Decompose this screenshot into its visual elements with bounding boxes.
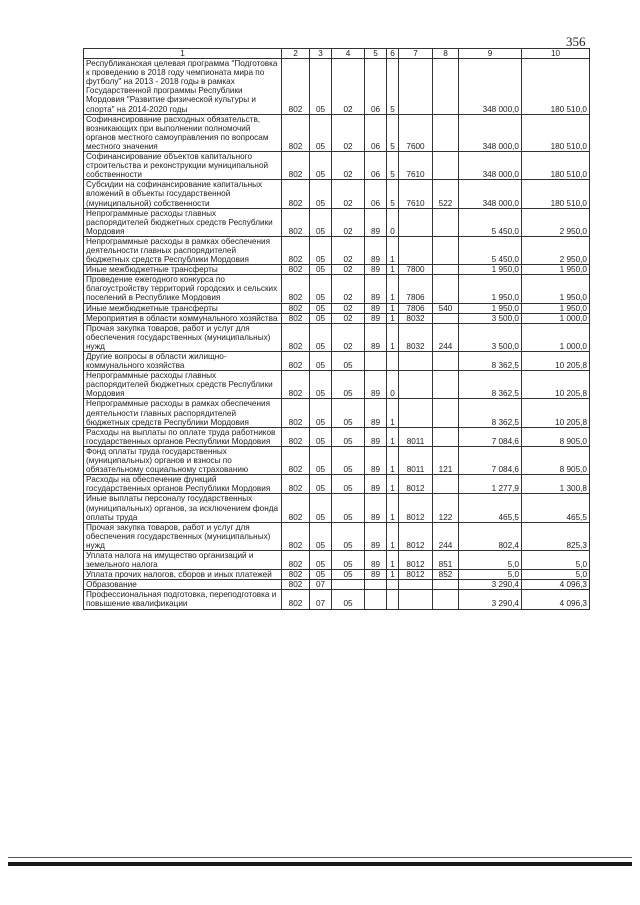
cell-col-7: 7806 bbox=[399, 303, 433, 313]
cell-col-10: 1 950,0 bbox=[522, 265, 590, 275]
cell-col-10: 1 000,0 bbox=[522, 313, 590, 323]
column-header-1: 1 bbox=[84, 49, 282, 59]
cell-col-10: 1 000,0 bbox=[522, 323, 590, 351]
expense-name-cell: Иные межбюджетные трансферты bbox=[84, 265, 282, 275]
cell-col-10: 4 096,3 bbox=[522, 580, 590, 590]
table-body bbox=[84, 59, 590, 609]
cell-col-8: 540 bbox=[433, 303, 459, 313]
cell-col-3: 05 bbox=[310, 570, 332, 580]
cell-col-3: 05 bbox=[310, 399, 332, 427]
cell-col-4: 02 bbox=[332, 59, 365, 115]
cell-col-3: 05 bbox=[310, 427, 332, 446]
cell-col-4 bbox=[332, 580, 365, 590]
cell-col-3: 05 bbox=[310, 550, 332, 569]
cell-col-7: 7800 bbox=[399, 265, 433, 275]
cell-col-7: 8012 bbox=[399, 475, 433, 494]
cell-col-4: 05 bbox=[332, 550, 365, 569]
cell-col-8 bbox=[433, 114, 459, 151]
cell-col-5: 89 bbox=[365, 313, 387, 323]
cell-col-6 bbox=[387, 590, 399, 609]
table-row bbox=[84, 265, 590, 275]
cell-col-8 bbox=[433, 371, 459, 399]
cell-col-4: 05 bbox=[332, 494, 365, 522]
cell-col-10: 180 510,0 bbox=[522, 114, 590, 151]
cell-col-9: 348 000,0 bbox=[459, 180, 522, 208]
table-row bbox=[84, 323, 590, 351]
table-row bbox=[84, 152, 590, 180]
table-row bbox=[84, 475, 590, 494]
cell-col-2: 802 bbox=[282, 371, 310, 399]
cell-col-10: 4 096,3 bbox=[522, 590, 590, 609]
cell-col-9: 1 950,0 bbox=[459, 303, 522, 313]
table-row bbox=[84, 59, 590, 115]
expense-name-cell: Непрограммные расходы в рамках обеспечения деятельности главных распорядителей бюджетных средств Республики Мордовия bbox=[84, 399, 282, 427]
expense-name-cell: Софинансирование объектов капитального строительства и реконструкции муниципальной собственности bbox=[84, 152, 282, 180]
cell-col-6: 5 bbox=[387, 59, 399, 115]
cell-col-6 bbox=[387, 352, 399, 371]
cell-col-8: 851 bbox=[433, 550, 459, 569]
table-row bbox=[84, 570, 590, 580]
cell-col-10: 10 205,8 bbox=[522, 399, 590, 427]
cell-col-3: 05 bbox=[310, 522, 332, 550]
cell-col-5 bbox=[365, 580, 387, 590]
cell-col-3: 05 bbox=[310, 114, 332, 151]
cell-col-6: 1 bbox=[387, 446, 399, 474]
cell-col-7 bbox=[399, 236, 433, 264]
table-row bbox=[84, 313, 590, 323]
cell-col-4: 02 bbox=[332, 236, 365, 264]
column-header-10: 10 bbox=[522, 49, 590, 59]
table-row bbox=[84, 494, 590, 522]
table-row bbox=[84, 590, 590, 609]
cell-col-7: 7610 bbox=[399, 152, 433, 180]
column-header-6: 6 bbox=[387, 49, 399, 59]
cell-col-4: 05 bbox=[332, 570, 365, 580]
expense-name-cell: Субсидии на софинансирование капитальных вложений в объекты государственной (муниципальной) собственности bbox=[84, 180, 282, 208]
cell-col-5: 89 bbox=[365, 494, 387, 522]
cell-col-8: 244 bbox=[433, 522, 459, 550]
cell-col-3: 07 bbox=[310, 580, 332, 590]
cell-col-3: 05 bbox=[310, 494, 332, 522]
cell-col-4: 05 bbox=[332, 371, 365, 399]
cell-col-4: 02 bbox=[332, 323, 365, 351]
cell-col-10: 2 950,0 bbox=[522, 236, 590, 264]
cell-col-5: 89 bbox=[365, 208, 387, 236]
table-row bbox=[84, 236, 590, 264]
cell-col-2: 802 bbox=[282, 114, 310, 151]
table-row bbox=[84, 427, 590, 446]
table-row bbox=[84, 114, 590, 151]
cell-col-6: 1 bbox=[387, 570, 399, 580]
cell-col-2: 802 bbox=[282, 208, 310, 236]
cell-col-6: 5 bbox=[387, 180, 399, 208]
cell-col-4: 02 bbox=[332, 313, 365, 323]
expense-name-cell: Мероприятия в области коммунального хозяйства bbox=[84, 313, 282, 323]
expense-name-cell: Прочая закупка товаров, работ и услуг для обеспечения государственных (муниципальных) нужд bbox=[84, 522, 282, 550]
cell-col-2: 802 bbox=[282, 494, 310, 522]
cell-col-5: 89 bbox=[365, 550, 387, 569]
expense-name-cell: Расходы на обеспечение функций государственных органов Республики Мордовия bbox=[84, 475, 282, 494]
cell-col-2: 802 bbox=[282, 580, 310, 590]
table-row bbox=[84, 208, 590, 236]
footer-rule bbox=[8, 862, 632, 866]
cell-col-5: 89 bbox=[365, 522, 387, 550]
cell-col-2: 802 bbox=[282, 236, 310, 264]
cell-col-9: 8 362,5 bbox=[459, 371, 522, 399]
cell-col-4: 02 bbox=[332, 152, 365, 180]
cell-col-2: 802 bbox=[282, 323, 310, 351]
table-row bbox=[84, 303, 590, 313]
cell-col-9: 3 290,4 bbox=[459, 590, 522, 609]
cell-col-8 bbox=[433, 59, 459, 115]
cell-col-5 bbox=[365, 590, 387, 609]
cell-col-8 bbox=[433, 265, 459, 275]
cell-col-4: 02 bbox=[332, 275, 365, 303]
expense-name-cell: Фонд оплаты труда государственных (муниципальных) органов и взносы по обязательному социальному страхованию bbox=[84, 446, 282, 474]
cell-col-7: 7600 bbox=[399, 114, 433, 151]
cell-col-2: 802 bbox=[282, 570, 310, 580]
table-row bbox=[84, 371, 590, 399]
cell-col-5: 89 bbox=[365, 399, 387, 427]
cell-col-3: 05 bbox=[310, 446, 332, 474]
cell-col-3: 05 bbox=[310, 152, 332, 180]
table-row bbox=[84, 580, 590, 590]
cell-col-6: 1 bbox=[387, 475, 399, 494]
cell-col-2: 802 bbox=[282, 303, 310, 313]
cell-col-9: 8 362,5 bbox=[459, 352, 522, 371]
column-header-7: 7 bbox=[399, 49, 433, 59]
cell-col-6: 1 bbox=[387, 494, 399, 522]
cell-col-5: 89 bbox=[365, 323, 387, 351]
cell-col-8 bbox=[433, 313, 459, 323]
cell-col-4: 02 bbox=[332, 180, 365, 208]
cell-col-7 bbox=[399, 208, 433, 236]
cell-col-9: 802,4 bbox=[459, 522, 522, 550]
cell-col-7: 8012 bbox=[399, 494, 433, 522]
cell-col-9: 3 500,0 bbox=[459, 313, 522, 323]
cell-col-9: 8 362,5 bbox=[459, 399, 522, 427]
table-row bbox=[84, 399, 590, 427]
cell-col-2: 802 bbox=[282, 475, 310, 494]
cell-col-4: 02 bbox=[332, 303, 365, 313]
table-row bbox=[84, 446, 590, 474]
expense-name-cell: Уплата прочих налогов, сборов и иных платежей bbox=[84, 570, 282, 580]
cell-col-10: 1 950,0 bbox=[522, 303, 590, 313]
cell-col-4: 05 bbox=[332, 590, 365, 609]
cell-col-7: 8012 bbox=[399, 550, 433, 569]
cell-col-7: 8012 bbox=[399, 570, 433, 580]
cell-col-6: 1 bbox=[387, 323, 399, 351]
cell-col-3: 05 bbox=[310, 180, 332, 208]
cell-col-3: 05 bbox=[310, 323, 332, 351]
cell-col-10: 2 950,0 bbox=[522, 208, 590, 236]
cell-col-2: 802 bbox=[282, 590, 310, 609]
cell-col-10: 180 510,0 bbox=[522, 59, 590, 115]
expense-name-cell: Иные межбюджетные трансферты bbox=[84, 303, 282, 313]
cell-col-5: 06 bbox=[365, 59, 387, 115]
cell-col-9: 348 000,0 bbox=[459, 59, 522, 115]
cell-col-9: 7 084,6 bbox=[459, 446, 522, 474]
cell-col-10: 180 510,0 bbox=[522, 152, 590, 180]
cell-col-8 bbox=[433, 352, 459, 371]
cell-col-5: 06 bbox=[365, 152, 387, 180]
cell-col-6: 1 bbox=[387, 313, 399, 323]
cell-col-10: 10 205,8 bbox=[522, 352, 590, 371]
cell-col-8: 244 bbox=[433, 323, 459, 351]
cell-col-10: 8 905,0 bbox=[522, 427, 590, 446]
cell-col-7 bbox=[399, 59, 433, 115]
cell-col-5: 89 bbox=[365, 570, 387, 580]
cell-col-9: 5 450,0 bbox=[459, 236, 522, 264]
cell-col-9: 5,0 bbox=[459, 570, 522, 580]
cell-col-6: 0 bbox=[387, 208, 399, 236]
table-row bbox=[84, 352, 590, 371]
cell-col-7: 8011 bbox=[399, 446, 433, 474]
expense-name-cell: Республиканская целевая программа "Подготовка к проведению в 2018 году чемпионата мира по футболу" на 2013 - 2018 годы в рамках Государственной программы Республики Мордовия "Развитие физической культуры и спорта" на 2014-2020 годы bbox=[84, 59, 282, 115]
cell-col-2: 802 bbox=[282, 399, 310, 427]
cell-col-8: 522 bbox=[433, 180, 459, 208]
table-row bbox=[84, 180, 590, 208]
cell-col-9: 3 500,0 bbox=[459, 323, 522, 351]
cell-col-10: 1 950,0 bbox=[522, 275, 590, 303]
cell-col-5: 06 bbox=[365, 180, 387, 208]
cell-col-6: 5 bbox=[387, 152, 399, 180]
cell-col-7: 8012 bbox=[399, 522, 433, 550]
cell-col-2: 802 bbox=[282, 180, 310, 208]
cell-col-5: 06 bbox=[365, 114, 387, 151]
cell-col-3: 07 bbox=[310, 590, 332, 609]
cell-col-8 bbox=[433, 208, 459, 236]
cell-col-5 bbox=[365, 352, 387, 371]
cell-col-6: 1 bbox=[387, 265, 399, 275]
cell-col-3: 05 bbox=[310, 59, 332, 115]
cell-col-9: 7 084,6 bbox=[459, 427, 522, 446]
cell-col-5: 89 bbox=[365, 236, 387, 264]
cell-col-6: 0 bbox=[387, 371, 399, 399]
cell-col-10: 5,0 bbox=[522, 550, 590, 569]
cell-col-9: 1 277,9 bbox=[459, 475, 522, 494]
cell-col-6: 1 bbox=[387, 427, 399, 446]
expense-name-cell: Проведение ежегодного конкурса по благоустройству территорий городских и сельских поселений в Республике Мордовия bbox=[84, 275, 282, 303]
cell-col-9: 348 000,0 bbox=[459, 152, 522, 180]
cell-col-10: 180 510,0 bbox=[522, 180, 590, 208]
cell-col-2: 802 bbox=[282, 427, 310, 446]
cell-col-5: 89 bbox=[365, 371, 387, 399]
cell-col-8 bbox=[433, 475, 459, 494]
column-header-5: 5 bbox=[365, 49, 387, 59]
expense-name-cell: Образование bbox=[84, 580, 282, 590]
cell-col-8 bbox=[433, 236, 459, 264]
page-number: 356 bbox=[566, 34, 586, 49]
expense-name-cell: Другие вопросы в области жилищно-коммунального хозяйства bbox=[84, 352, 282, 371]
cell-col-10: 825,3 bbox=[522, 522, 590, 550]
column-header-9: 9 bbox=[459, 49, 522, 59]
cell-col-9: 5,0 bbox=[459, 550, 522, 569]
cell-col-4: 05 bbox=[332, 427, 365, 446]
expense-name-cell: Иные выплаты персоналу государственных (муниципальных) органов, за исключением фонда оплаты труда bbox=[84, 494, 282, 522]
cell-col-7 bbox=[399, 580, 433, 590]
cell-col-6: 5 bbox=[387, 114, 399, 151]
cell-col-8 bbox=[433, 427, 459, 446]
cell-col-7: 7806 bbox=[399, 275, 433, 303]
cell-col-6: 1 bbox=[387, 303, 399, 313]
cell-col-9: 348 000,0 bbox=[459, 114, 522, 151]
cell-col-8: 121 bbox=[433, 446, 459, 474]
cell-col-3: 05 bbox=[310, 313, 332, 323]
cell-col-6: 1 bbox=[387, 236, 399, 264]
cell-col-3: 05 bbox=[310, 303, 332, 313]
column-header-4: 4 bbox=[332, 49, 365, 59]
cell-col-2: 802 bbox=[282, 446, 310, 474]
cell-col-5: 89 bbox=[365, 475, 387, 494]
column-header-2: 2 bbox=[282, 49, 310, 59]
cell-col-2: 802 bbox=[282, 265, 310, 275]
cell-col-7 bbox=[399, 590, 433, 609]
cell-col-7: 8032 bbox=[399, 313, 433, 323]
cell-col-2: 802 bbox=[282, 313, 310, 323]
table-row bbox=[84, 275, 590, 303]
cell-col-9: 5 450,0 bbox=[459, 208, 522, 236]
cell-col-7 bbox=[399, 352, 433, 371]
cell-col-2: 802 bbox=[282, 352, 310, 371]
cell-col-7 bbox=[399, 399, 433, 427]
cell-col-3: 05 bbox=[310, 208, 332, 236]
cell-col-5: 89 bbox=[365, 427, 387, 446]
footer-thin-rule bbox=[8, 857, 632, 858]
cell-col-8 bbox=[433, 399, 459, 427]
expense-name-cell: Непрограммные расходы в рамках обеспечения деятельности главных распорядителей бюджетных средств Республики Мордовия bbox=[84, 236, 282, 264]
cell-col-9: 1 950,0 bbox=[459, 275, 522, 303]
cell-col-2: 802 bbox=[282, 522, 310, 550]
cell-col-8: 852 bbox=[433, 570, 459, 580]
cell-col-8 bbox=[433, 590, 459, 609]
cell-col-8: 122 bbox=[433, 494, 459, 522]
cell-col-5: 89 bbox=[365, 446, 387, 474]
cell-col-4: 05 bbox=[332, 352, 365, 371]
cell-col-10: 465,5 bbox=[522, 494, 590, 522]
cell-col-9: 1 950,0 bbox=[459, 265, 522, 275]
cell-col-3: 05 bbox=[310, 275, 332, 303]
cell-col-7: 8011 bbox=[399, 427, 433, 446]
table-row bbox=[84, 522, 590, 550]
cell-col-6: 1 bbox=[387, 275, 399, 303]
cell-col-10: 5,0 bbox=[522, 570, 590, 580]
expense-name-cell: Непрограммные расходы главных распорядителей бюджетных средств Республики Мордовия bbox=[84, 208, 282, 236]
cell-col-6: 1 bbox=[387, 522, 399, 550]
expense-name-cell: Софинансирование расходных обязательств, возникающих при выполнении полномочий органов местного самоуправления по вопросам местного значения bbox=[84, 114, 282, 151]
expense-name-cell: Непрограммные расходы главных распорядителей бюджетных средств Республики Мордовия bbox=[84, 371, 282, 399]
cell-col-4: 02 bbox=[332, 114, 365, 151]
cell-col-8 bbox=[433, 580, 459, 590]
expense-name-cell: Уплата налога на имущество организаций и земельного налога bbox=[84, 550, 282, 569]
column-header-3: 3 bbox=[310, 49, 332, 59]
cell-col-8 bbox=[433, 275, 459, 303]
cell-col-2: 802 bbox=[282, 59, 310, 115]
cell-col-10: 8 905,0 bbox=[522, 446, 590, 474]
cell-col-4: 05 bbox=[332, 475, 365, 494]
cell-col-5: 89 bbox=[365, 275, 387, 303]
column-header-8: 8 bbox=[433, 49, 459, 59]
cell-col-7: 8032 bbox=[399, 323, 433, 351]
cell-col-3: 05 bbox=[310, 371, 332, 399]
cell-col-2: 802 bbox=[282, 152, 310, 180]
cell-col-6 bbox=[387, 580, 399, 590]
cell-col-10: 10 205,8 bbox=[522, 371, 590, 399]
cell-col-3: 05 bbox=[310, 475, 332, 494]
cell-col-4: 02 bbox=[332, 208, 365, 236]
cell-col-4: 05 bbox=[332, 446, 365, 474]
table-header-row bbox=[84, 49, 590, 59]
cell-col-7: 7610 bbox=[399, 180, 433, 208]
cell-col-6: 1 bbox=[387, 550, 399, 569]
cell-col-4: 05 bbox=[332, 399, 365, 427]
cell-col-3: 05 bbox=[310, 352, 332, 371]
cell-col-10: 1 300,8 bbox=[522, 475, 590, 494]
cell-col-4: 02 bbox=[332, 265, 365, 275]
table-row bbox=[84, 550, 590, 569]
cell-col-2: 802 bbox=[282, 550, 310, 569]
cell-col-9: 465,5 bbox=[459, 494, 522, 522]
cell-col-4: 05 bbox=[332, 522, 365, 550]
expense-name-cell: Расходы на выплаты по оплате труда работников государственных органов Республики Мордовия bbox=[84, 427, 282, 446]
expense-name-cell: Прочая закупка товаров, работ и услуг для обеспечения государственных (муниципальных) нужд bbox=[84, 323, 282, 351]
cell-col-7 bbox=[399, 371, 433, 399]
cell-col-8 bbox=[433, 152, 459, 180]
cell-col-2: 802 bbox=[282, 275, 310, 303]
cell-col-5: 89 bbox=[365, 303, 387, 313]
cell-col-9: 3 290,4 bbox=[459, 580, 522, 590]
budget-table bbox=[83, 48, 590, 610]
cell-col-6: 1 bbox=[387, 399, 399, 427]
cell-col-5: 89 bbox=[365, 265, 387, 275]
expense-name-cell: Профессиональная подготовка, переподготовка и повышение квалификации bbox=[84, 590, 282, 609]
cell-col-3: 05 bbox=[310, 265, 332, 275]
cell-col-3: 05 bbox=[310, 236, 332, 264]
